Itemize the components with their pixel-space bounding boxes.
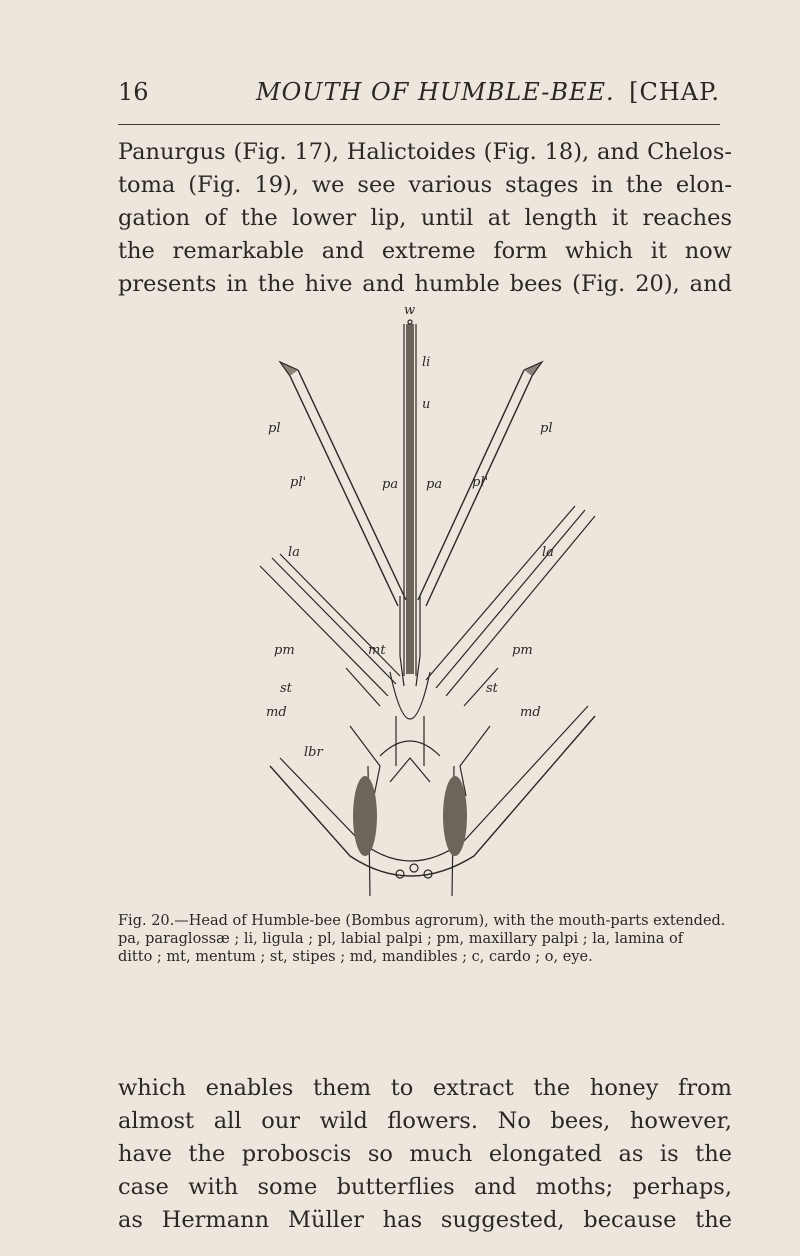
text-line: case with some butterflies and moths; perhaps, xyxy=(118,1174,732,1200)
caption-line: Fig. 20.—Head of Humble-bee (Bombus agrorum), with the mouth-parts extended. xyxy=(118,913,726,929)
label-li: li xyxy=(422,355,431,370)
label-pm-right: pm xyxy=(512,643,533,658)
label-w: w xyxy=(404,303,416,318)
label-st-right: st xyxy=(486,681,498,696)
paragraph-2 xyxy=(118,1072,732,1237)
label-md-left: md xyxy=(266,705,287,720)
caption-line: pa, paraglossæ ; li, ligula ; pl, labial palpi ; pm, maxillary palpi ; la, lamina of xyxy=(118,931,684,947)
page-number: 16 xyxy=(118,78,149,106)
text-line: presents in the hive and humble bees (Fig. 20), and xyxy=(118,271,732,297)
running-header xyxy=(118,78,720,114)
text-line: have the proboscis so much elongated as is the xyxy=(118,1141,732,1167)
ligula-shape xyxy=(406,324,414,674)
paragraph-1 xyxy=(118,136,732,301)
text-line: almost all our wild flowers. No bees, however, xyxy=(118,1108,732,1134)
header-rule xyxy=(118,124,720,125)
label-pl-right: pl xyxy=(540,421,553,436)
label-pl-left: pl xyxy=(268,421,281,436)
text-line: as Hermann Müller has suggested, because the xyxy=(118,1207,732,1233)
label-u: u xyxy=(422,397,431,412)
label-st-left: st xyxy=(280,681,292,696)
caption-line: ditto ; mt, mentum ; st, stipes ; md, mandibles ; c, cardo ; o, eye. xyxy=(118,949,593,965)
text-line: the remarkable and extreme form which it now xyxy=(118,238,732,264)
label-pa-right: pa xyxy=(426,477,443,492)
figure-caption xyxy=(118,912,734,966)
bee-head-illustration xyxy=(250,296,620,908)
chapter-marker: [CHAP. xyxy=(629,78,720,106)
bee-head-figure xyxy=(250,296,620,908)
label-md-right: md xyxy=(520,705,541,720)
label-pm-left: pm xyxy=(274,643,295,658)
running-title: MOUTH OF HUMBLE-BEE. xyxy=(256,78,615,106)
text-line: gation of the lower lip, until at length it reaches xyxy=(118,205,732,231)
label-la-left: la xyxy=(288,545,300,560)
label-pl-prime-right: pl' xyxy=(472,475,489,490)
label-lbr: lbr xyxy=(304,745,323,760)
label-pl-prime-left: pl' xyxy=(290,475,307,490)
text-line: Panurgus (Fig. 17), Halictoides (Fig. 18), and Chelos- xyxy=(118,139,732,165)
text-line: which enables them to extract the honey from xyxy=(118,1075,732,1101)
label-pa-left: pa xyxy=(382,477,399,492)
label-mt: mt xyxy=(368,643,386,658)
text-line: toma (Fig. 19), we see various stages in the elon- xyxy=(118,172,732,198)
label-la-right: la xyxy=(542,545,554,560)
